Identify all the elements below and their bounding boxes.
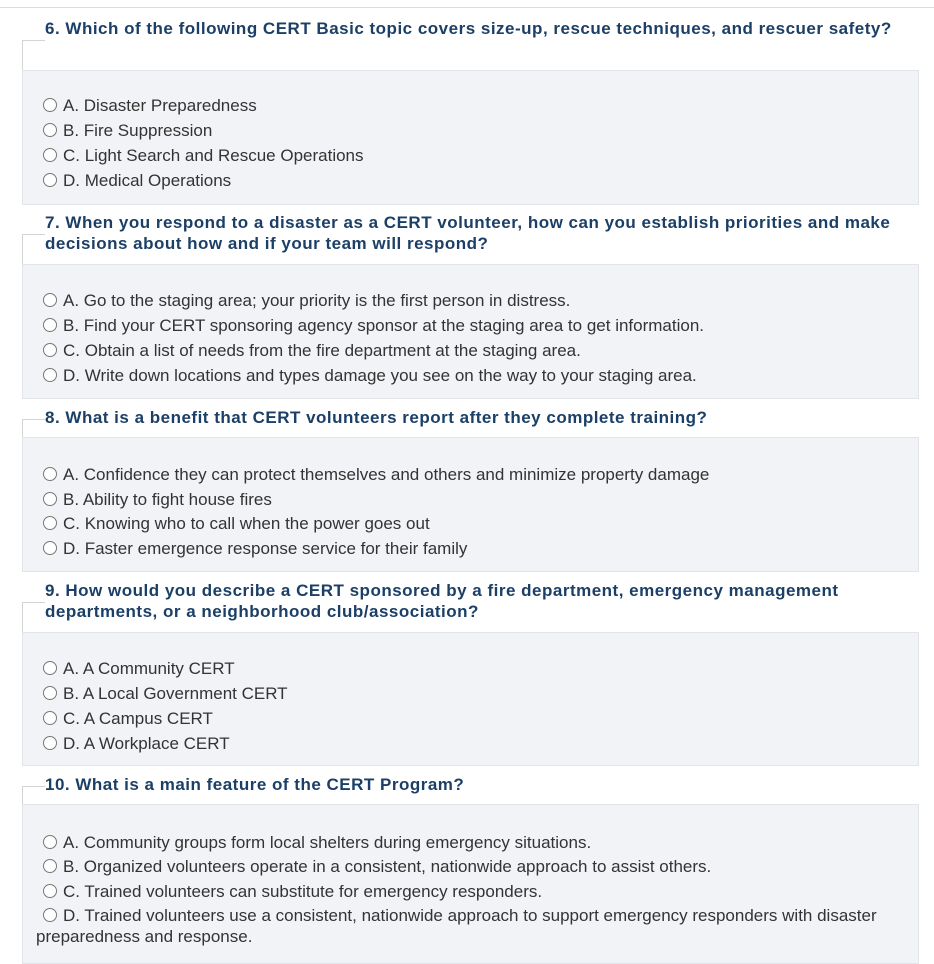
radio-button[interactable]	[43, 661, 57, 675]
option-label: A. Community groups form local shelters during emergency situations.	[63, 833, 592, 852]
option-label: D. Faster emergence response service for their family	[63, 539, 468, 558]
option-label: B. A Local Government CERT	[63, 684, 288, 703]
option-label: C. Light Search and Rescue Operations	[63, 146, 364, 165]
option-label: C. Trained volunteers can substitute for emergency responders.	[63, 882, 543, 901]
radio-button[interactable]	[43, 541, 57, 555]
option-d[interactable]	[43, 732, 230, 756]
answer-panel	[22, 804, 919, 964]
option-a[interactable]	[43, 289, 570, 313]
answer-panel	[22, 632, 919, 766]
option-label: C. A Campus CERT	[63, 709, 213, 728]
option-b[interactable]	[43, 855, 711, 879]
radio-button[interactable]	[43, 711, 57, 725]
radio-button[interactable]	[43, 173, 57, 187]
option-a[interactable]	[43, 94, 257, 118]
radio-button[interactable]	[43, 98, 57, 112]
option-c[interactable]	[43, 512, 430, 536]
question-title: 7. When you respond to a disaster as a CERT volunteer, how can you establish priorities and make decisions about how and if your team will respond?	[45, 213, 891, 253]
answer-panel	[22, 70, 919, 205]
radio-button[interactable]	[43, 736, 57, 750]
top-divider	[0, 7, 934, 8]
answer-panel	[22, 264, 919, 399]
option-label: A. Disaster Preparedness	[63, 96, 257, 115]
option-d[interactable]	[36, 905, 916, 947]
option-a[interactable]	[43, 831, 591, 855]
question-title: 9. How would you describe a CERT sponsored by a fire department, emergency management departments, or a neighborhood club/association?	[45, 581, 839, 621]
radio-button[interactable]	[43, 467, 57, 481]
option-d[interactable]	[43, 364, 697, 388]
option-label: B. Organized volunteers operate in a consistent, nationwide approach to assist others.	[63, 857, 712, 876]
option-b[interactable]	[43, 682, 288, 706]
radio-button[interactable]	[43, 123, 57, 137]
radio-button[interactable]	[43, 293, 57, 307]
option-d[interactable]	[43, 537, 467, 561]
radio-button[interactable]	[43, 343, 57, 357]
option-b[interactable]	[43, 119, 212, 143]
option-label: C. Knowing who to call when the power goes out	[63, 514, 430, 533]
radio-button[interactable]	[43, 686, 57, 700]
option-label: D. A Workplace CERT	[63, 734, 230, 753]
radio-button[interactable]	[43, 835, 57, 849]
option-label: A. Confidence they can protect themselves and others and minimize property damage	[63, 465, 710, 484]
option-a[interactable]	[43, 463, 709, 487]
radio-button[interactable]	[43, 148, 57, 162]
option-c[interactable]	[43, 880, 542, 904]
question-title: 10. What is a main feature of the CERT Program?	[45, 775, 465, 794]
option-label: D. Medical Operations	[63, 171, 232, 190]
option-c[interactable]	[43, 339, 581, 363]
option-label: A. Go to the staging area; your priority is the first person in distress.	[63, 291, 571, 310]
radio-button[interactable]	[43, 908, 57, 922]
option-a[interactable]	[43, 657, 235, 681]
question-title: 6. Which of the following CERT Basic topic covers size-up, rescue techniques, and rescuer safety?	[45, 19, 892, 38]
option-d[interactable]	[43, 169, 231, 193]
option-label: A. A Community CERT	[63, 659, 235, 678]
option-b[interactable]	[43, 314, 704, 338]
option-c[interactable]	[43, 707, 213, 731]
option-label: D. Write down locations and types damage you see on the way to your staging area.	[63, 366, 697, 385]
radio-button[interactable]	[43, 884, 57, 898]
question-title: 8. What is a benefit that CERT volunteers report after they complete training?	[45, 408, 708, 427]
radio-button[interactable]	[43, 492, 57, 506]
radio-button[interactable]	[43, 368, 57, 382]
option-label: B. Find your CERT sponsoring agency sponsor at the staging area to get information.	[63, 316, 705, 335]
option-c[interactable]	[43, 144, 364, 168]
option-label: B. Fire Suppression	[63, 121, 213, 140]
option-b[interactable]	[43, 488, 272, 512]
radio-button[interactable]	[43, 516, 57, 530]
option-label: C. Obtain a list of needs from the fire department at the staging area.	[63, 341, 581, 360]
option-label: B. Ability to fight house fires	[63, 490, 272, 509]
radio-button[interactable]	[43, 859, 57, 873]
option-label: D. Trained volunteers use a consistent, nationwide approach to support emergency responders with disaster preparedness and response.	[36, 906, 877, 946]
answer-panel	[22, 437, 919, 572]
radio-button[interactable]	[43, 318, 57, 332]
